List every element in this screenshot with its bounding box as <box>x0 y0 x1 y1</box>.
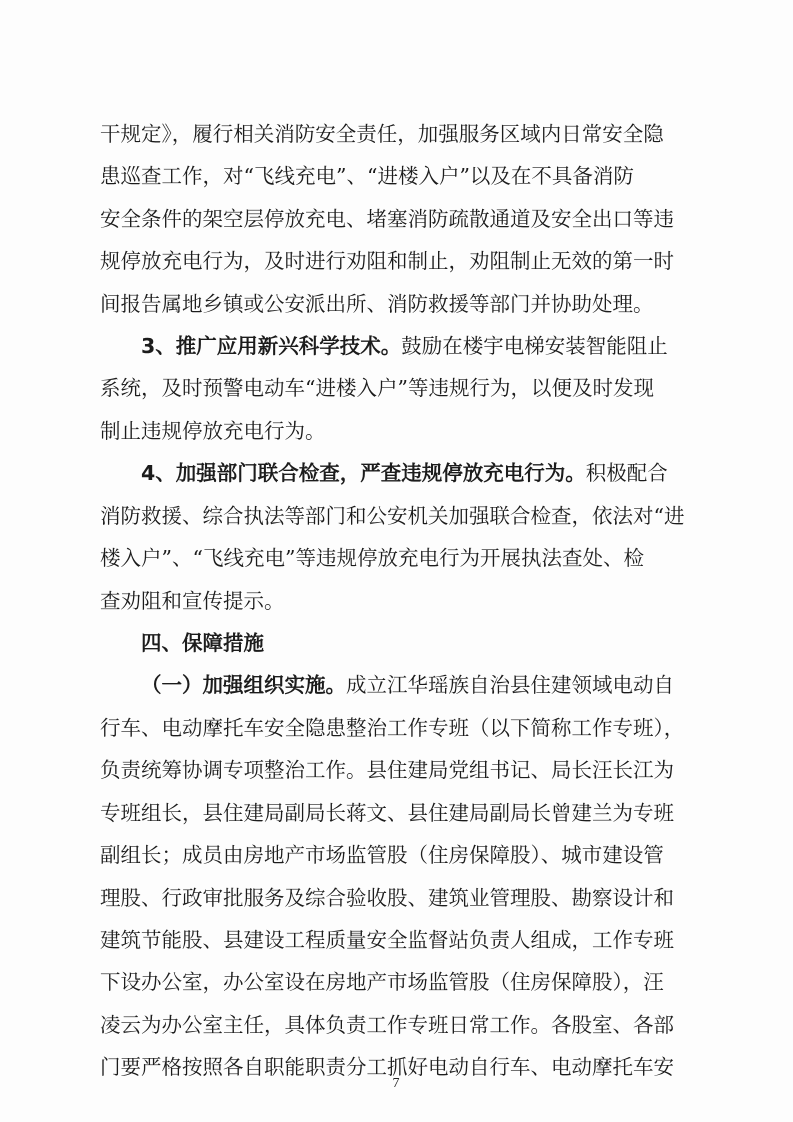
body-text-line: 间报告属地乡镇或公安派出所、消防救援等部门并协助处理。 <box>100 292 654 316</box>
body-text-line: 门要严格按照各自职能职责分工抓好电动自行车、电动摩托车安 <box>100 1055 674 1079</box>
body-text-line: 患巡查工作，对“飞线充电”、“进楼入户”以及在不具备消防 <box>100 164 634 188</box>
body-text-line: 制止违规停放充电行为。 <box>100 419 326 443</box>
paragraph-3-text: 鼓励在楼宇电梯安装智能阻止 <box>401 334 668 358</box>
body-text-line: 行车、电动摩托车安全隐患整治工作专班（以下简称工作专班）， <box>100 716 685 740</box>
section-heading: 四、保障措施 <box>141 631 264 655</box>
body-text-line: 专班组长，县住建局副局长蒋文、县住建局副局长曾建兰为专班 <box>100 801 674 825</box>
body-text-line: 负责统筹协调专项整治工作。县住建局党组书记、局长汪长江为 <box>100 758 674 782</box>
page-number: 7 <box>392 1076 400 1091</box>
paragraph-4-first-line <box>141 455 701 491</box>
body-text-line: 系统，及时预警电动车“进楼入户”等违规行为，以便及时发现 <box>100 376 654 400</box>
paragraph-3-lead: 3、推广应用新兴科学技术。 <box>141 334 402 358</box>
subsection-lead: （一）加强组织实施。 <box>141 673 346 697</box>
body-text-line: 副组长；成员由房地产市场监管股（住房保障股）、城市建设管 <box>100 843 664 867</box>
body-text-line: 下设办公室，办公室设在房地产市场监管股（住房保障股），汪 <box>100 970 664 994</box>
body-text-line: 干规定》，履行相关消防安全责任，加强服务区域内日常安全隐 <box>100 122 664 146</box>
body-text-line: 安全条件的架空层停放充电、堵塞消防疏散通道及安全出口等违 <box>100 207 674 231</box>
paragraph-4-text: 积极配合 <box>585 461 668 485</box>
body-text-line: 理股、行政审批服务及综合验收股、建筑业管理股、勘察设计和 <box>100 886 674 910</box>
body-text-line: 消防救援、综合执法等部门和公安机关加强联合检查，依法对“进 <box>100 504 685 528</box>
body-text-line: 建筑节能股、县建设工程质量安全监督站负责人组成，工作专班 <box>100 928 674 952</box>
body-text-line: 规停放充电行为，及时进行劝阻和制止，劝阻制止无效的第一时 <box>100 249 674 273</box>
subsection-text: 成立江华瑶族自治县住建领域电动自 <box>346 673 674 697</box>
subsection-first-line <box>141 667 701 703</box>
body-text-line: 查劝阻和宣传提示。 <box>100 589 285 613</box>
body-text-line: 凌云为办公室主任，具体负责工作专班日常工作。各股室、各部 <box>100 1013 674 1037</box>
paragraph-4-lead: 4、加强部门联合检查，严查违规停放充电行为。 <box>141 461 586 485</box>
paragraph-3-first-line <box>141 328 701 364</box>
body-text-line: 楼入户”、“飞线充电”等违规停放充电行为开展执法查处、检 <box>100 546 644 570</box>
